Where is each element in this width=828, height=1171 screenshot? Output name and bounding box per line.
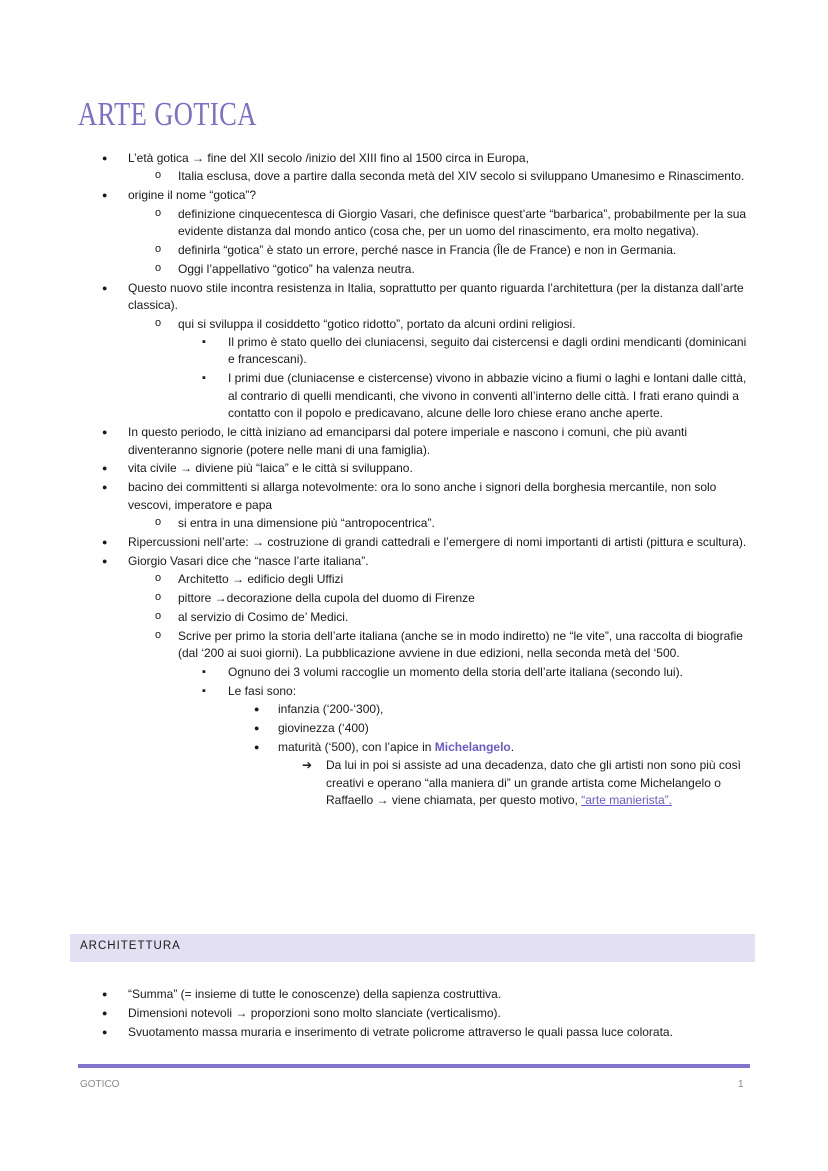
list-item-text: Architetto → edificio degli Uffizi [178, 572, 344, 587]
list-item [228, 739, 752, 810]
list-item [80, 460, 752, 477]
list-item [80, 986, 752, 1003]
list-item [128, 242, 752, 259]
bullet-list-level-2 [128, 515, 752, 532]
underlined-term: “arte manierista”. [581, 793, 672, 808]
list-item-text: “Summa” (= insieme di tutte le conoscenze) della sapienza costruttiva. [128, 987, 502, 1001]
list-item-text: L’età gotica → fine del XII secolo /inizio del XIII fino al 1500 circa in Europa, [128, 151, 529, 165]
list-item [178, 683, 752, 810]
list-item [128, 261, 752, 278]
list-item [80, 187, 752, 278]
list-item [80, 150, 752, 186]
list-item-text: definizione cinquecentesca di Giorgio Vasari, che definisce quest’arte “barbarica”, probabilmente per la sua evidente distanza dal mondo antico (cosa che, per un uomo del rinascimento, era molto negativa). [178, 206, 747, 239]
list-item-text: Il primo è stato quello dei cluniacensi, seguito dai cistercensi e dagli ordini mendicanti (dominicani e francescani). [228, 335, 747, 367]
list-item [178, 664, 752, 681]
list-item [178, 370, 752, 422]
bullet-list-level-3 [178, 334, 752, 423]
list-item [128, 206, 752, 241]
list-item-text: giovinezza (‘400) [278, 721, 369, 736]
list-item [128, 628, 752, 810]
list-item-text-after: . [510, 740, 515, 754]
list-item [80, 424, 752, 459]
list-item [80, 1005, 752, 1022]
list-item-text: Questo nuovo stile incontra resistenza in Italia, soprattutto per quanto riguarda l’architettura (per la distanza dall’arte classica). [128, 280, 744, 313]
list-item [128, 168, 752, 185]
list-item-text: si entra in una dimensione più “antropocentrica”. [178, 516, 435, 531]
list-item-text: qui si sviluppa il cosiddetto “gotico ridotto”, portato da alcuni ordini religiosi. [178, 316, 576, 331]
list-item-text: Giorgio Vasari dice che “nasce l’arte italiana”. [128, 553, 369, 568]
bullet-list-level-1 [80, 150, 752, 810]
list-item [228, 720, 752, 737]
list-item-text: infanzia (‘200-‘300), [278, 702, 384, 717]
bullet-list-level-3 [178, 664, 752, 810]
list-item-text: origine il nome “gotica”? [128, 188, 257, 203]
list-item-text: Italia esclusa, dove a partire dalla seconda metà del XIV secolo si sviluppano Umanesimo e Rinascimento. [178, 169, 745, 184]
list-item [178, 334, 752, 369]
list-item [128, 590, 752, 607]
list-item-text: bacino dei committenti si allarga notevolmente: ora lo sono anche i signori della borghesia mercantile, non solo vescovi, imperatore e papa [128, 480, 717, 512]
bullet-list-level-2 [128, 168, 752, 185]
list-item-text: al servizio di Cosimo de’ Medici. [178, 610, 349, 625]
list-item-text: In questo periodo, le città iniziano ad emanciparsi dal potere imperiale e nascono i comuni, che più avanti diventeranno signorie (potere nelle mani di una famiglia). [128, 425, 687, 457]
list-item [228, 701, 752, 718]
list-item-text: maturità (‘500), con l’apice in [278, 740, 435, 754]
list-item [80, 280, 752, 423]
bullet-list-level-5 [278, 757, 752, 809]
bullet-list-level-1 [80, 986, 752, 1041]
page-title: ARTE GOTICA [78, 96, 257, 133]
bullet-list-level-4 [228, 701, 752, 809]
list-item [80, 534, 752, 551]
list-item-text: definirla “gotica” è stato un errore, perché nasce in Francia (Île de France) e non in Germania. [178, 243, 677, 258]
bullet-list-level-2 [128, 316, 752, 423]
list-item-text: Scrive per primo la storia dell’arte italiana (anche se in modo indiretto) ne “le vite”, una raccolta di biografie (dal ‘200 ai suoi giorni). La pubblicazione avviene in due edizioni, nella seconda metà del ‘500. [178, 629, 743, 661]
list-item [128, 316, 752, 423]
main-bullet-list [80, 150, 752, 811]
list-item-text: Oggi l’appellativo “gotico” ha valenza neutra. [178, 261, 415, 276]
bullet-list-level-2 [128, 571, 752, 809]
bullet-list-level-2 [128, 206, 752, 279]
list-item-text: Ognuno dei 3 volumi raccoglie un momento della storia dell’arte italiana (secondo lui). [228, 664, 683, 679]
list-item-text: Ripercussioni nell’arte: → costruzione di grandi cattedrali e l’emergere di nomi importanti di artisti (pittura e scultura). [128, 535, 747, 550]
list-item-text: Svuotamento massa muraria e inserimento di vetrate policrome attraverso le quali passa luce colorata. [128, 1024, 673, 1039]
section-title: ARCHITETTURA [80, 940, 181, 952]
list-item [128, 515, 752, 532]
list-item-text: Le fasi sono: [228, 683, 297, 698]
list-item-text: vita civile → diviene più “laica” e le città si sviluppano. [128, 461, 413, 476]
footer-label: GOTICO [80, 1079, 120, 1090]
list-item-text: Da lui in poi si assiste ad una decadenza, dato che gli artisti non sono più così creativi e operano “alla maniera di” un grande artista come Michelangelo o Raffaello → viene chiamata, per questo motivo, [326, 758, 741, 808]
list-item [278, 757, 752, 809]
list-item-text: pittore →decorazione della cupola del duomo di Firenze [178, 591, 475, 606]
section-bullet-list [80, 986, 752, 1043]
list-item [80, 479, 752, 532]
highlighted-name: Michelangelo [434, 740, 511, 754]
list-item [128, 571, 752, 588]
list-item [80, 1024, 752, 1041]
footer-rule [78, 1064, 750, 1068]
page-number: 1 [738, 1079, 744, 1090]
list-item-text: Dimensioni notevoli → proporzioni sono molto slanciate (verticalismo). [128, 1005, 501, 1020]
list-item-text: I primi due (cluniacense e cistercense) vivono in abbazie vicino a fiumi o laghi e lontani dalle città, al contrario di quelli mendicanti, che vivono in conventi all’interno delle città. I frati erano quindi a contatto con il popolo e predicavano, alcune delle loro chiese erano anche aperte. [228, 371, 747, 421]
list-item [128, 609, 752, 626]
list-item [80, 553, 752, 810]
